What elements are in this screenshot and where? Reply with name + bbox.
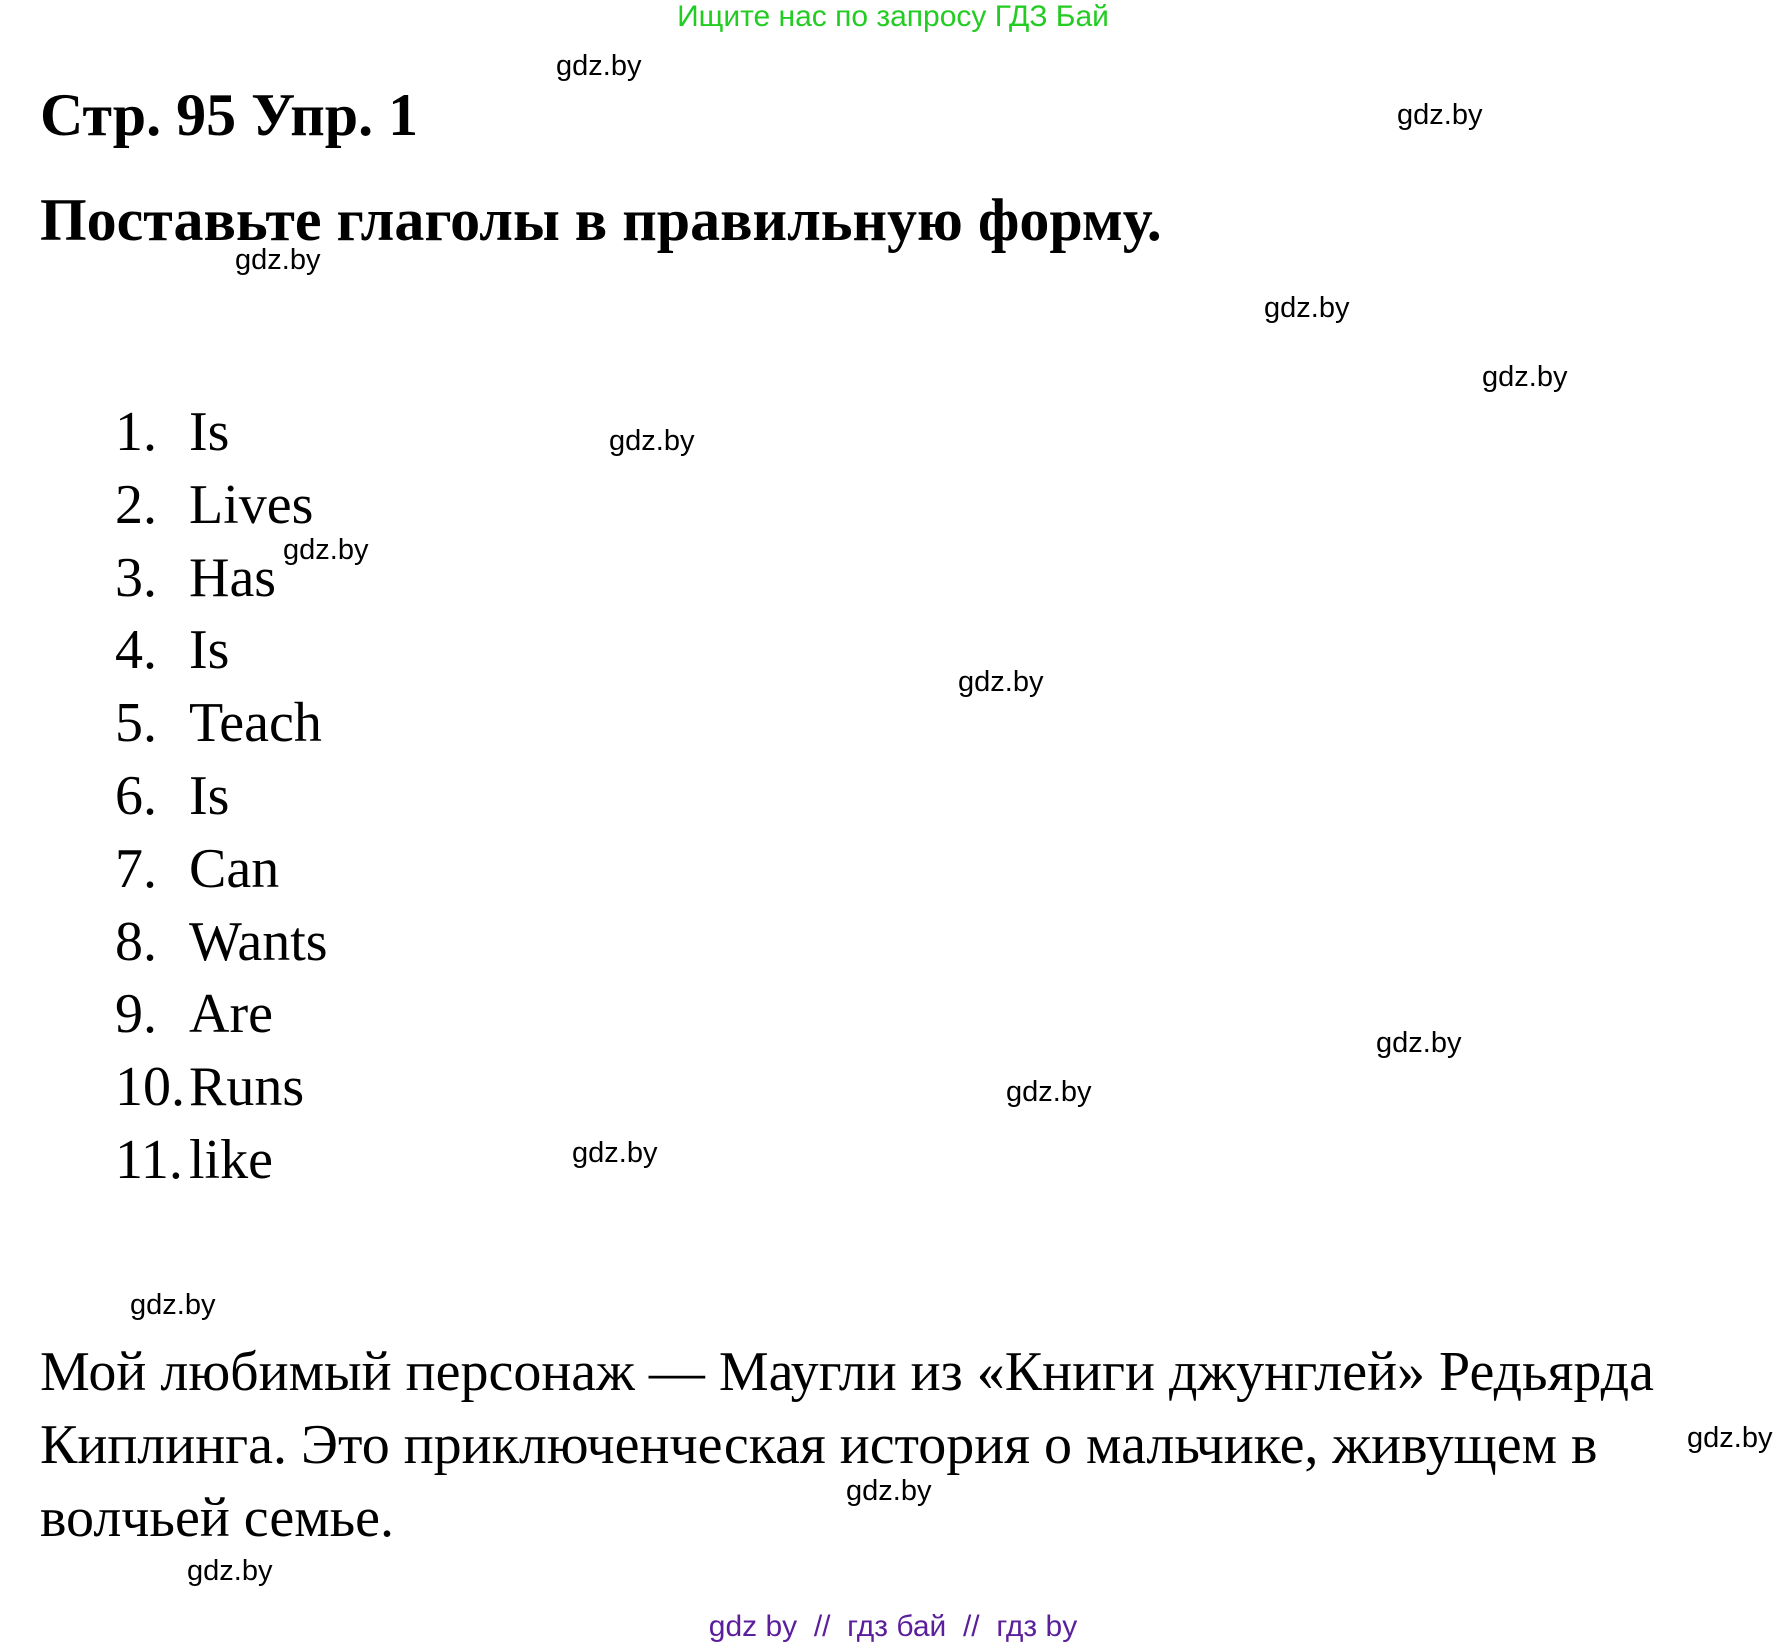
search-banner: Ищите нас по запросу ГДЗ Бай: [677, 0, 1109, 33]
answer-number: 10.: [115, 1056, 185, 1118]
answer-number: 5.: [115, 692, 157, 754]
answer-word: Wants: [189, 911, 328, 973]
page-title: Стр. 95 Упр. 1: [40, 82, 419, 148]
answer-number: 11.: [115, 1129, 183, 1191]
watermark: gdz.by: [187, 1555, 273, 1587]
paragraph-line: Мой любимый персонаж — Маугли из «Книги джунглей» Редьярда: [40, 1341, 1654, 1403]
answer-word: Is: [189, 619, 230, 681]
answer-number: 1.: [115, 401, 157, 463]
answer-word: Teach: [189, 692, 322, 754]
answer-number: 2.: [115, 474, 157, 536]
watermark: gdz.by: [235, 244, 321, 276]
watermark: gdz.by: [1687, 1422, 1773, 1454]
paragraph-line: Киплинга. Это приключенческая история о мальчике, живущем в: [40, 1414, 1598, 1476]
answer-word: Is: [189, 765, 230, 827]
answer-number: 4.: [115, 619, 157, 681]
watermark: gdz.by: [1376, 1027, 1462, 1059]
watermark: gdz.by: [846, 1475, 932, 1507]
answer-word: Can: [189, 838, 280, 900]
paragraph-line: волчьей семье.: [40, 1487, 395, 1549]
watermark: gdz.by: [958, 666, 1044, 698]
watermark: gdz.by: [1482, 361, 1568, 393]
answer-word: Are: [189, 983, 273, 1045]
watermark: gdz.by: [1264, 292, 1350, 324]
footer-links[interactable]: gdz by // гдз бай // гдз by: [708, 1610, 1078, 1643]
watermark: gdz.by: [283, 534, 369, 566]
task-heading: Поставьте глаголы в правильную форму.: [40, 187, 1162, 253]
answer-number: 3.: [115, 547, 157, 609]
answer-word: like: [189, 1129, 273, 1191]
watermark: gdz.by: [1006, 1076, 1092, 1108]
answer-number: 7.: [115, 838, 157, 900]
answer-word: Runs: [189, 1056, 305, 1118]
watermark: gdz.by: [130, 1289, 216, 1321]
answer-word: Lives: [189, 474, 314, 536]
answer-number: 8.: [115, 911, 157, 973]
answer-word: Is: [189, 401, 230, 463]
watermark: gdz.by: [556, 50, 642, 82]
answer-number: 9.: [115, 983, 157, 1045]
answer-number: 6.: [115, 765, 157, 827]
watermark: gdz.by: [572, 1137, 658, 1169]
watermark: gdz.by: [609, 425, 695, 457]
answer-word: Has: [189, 547, 277, 609]
watermark: gdz.by: [1397, 99, 1483, 131]
